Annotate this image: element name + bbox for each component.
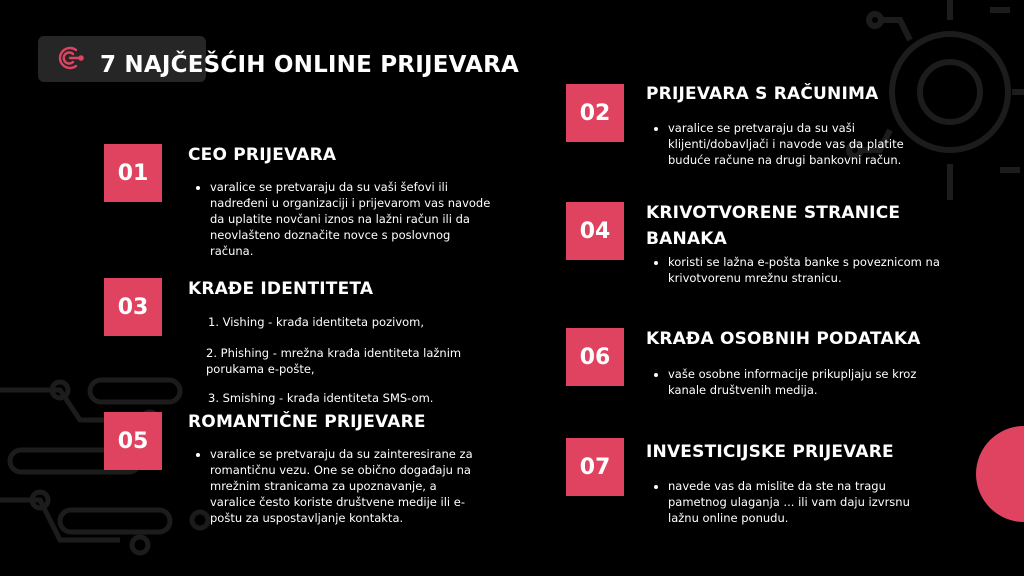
item-number-05: 05	[104, 412, 162, 470]
item-number-04: 04	[566, 202, 624, 260]
item-heading-03: KRAĐE IDENTITETA	[188, 279, 374, 299]
item-heading-06: KRAĐA OSOBNIH PODATAKA	[646, 329, 921, 349]
accent-circle-decoration	[976, 426, 1024, 522]
item-bullet: • vaše osobne informacije prikupljaju se kroz kanale društvenih medija.	[668, 366, 940, 398]
item-bullet: • varalice se pretvaraju da su vaši šefovi ili nadređeni u organizaciji i prijevarom vas navode da uplatite novčani iznos na lažni račun ili da neovlašteno doznačite novce s poslovnog računa.	[210, 179, 492, 259]
item-text-02	[650, 120, 920, 168]
page-title: 7 NAJČEŠĆIH ONLINE PRIJEVARA	[100, 52, 519, 78]
item-heading-02: PRIJEVARA S RAČUNIMA	[646, 84, 879, 104]
item-number-03: 03	[104, 278, 162, 336]
item-line-03-1: 1. Vishing - krađa identiteta pozivom,	[208, 315, 425, 329]
item-text-06	[650, 366, 940, 398]
item-line-03-2: 2. Phishing - mrežna krađa identiteta lažnim porukama e-pošte,	[206, 346, 462, 376]
item-bullet: • navede vas da mislite da ste na tragu pametnog ulaganja ... ili vam daju izvrsnu lažnu online ponudu.	[668, 478, 940, 526]
item-text-07	[650, 478, 940, 526]
item-heading-01: CEO PRIJEVARA	[188, 145, 337, 165]
item-bullet: • varalice se pretvaraju da su zainteresirane za romantičnu vezu. One se obično događaju na mrežnim stranicama za upoznavanje, a varalice često koriste društvene medije ili e-poštu za uspostavljanje kontakta.	[210, 446, 482, 526]
item-text-01	[192, 179, 492, 259]
item-line-03-3: 3. Smishing - krađa identiteta SMS-om.	[208, 391, 434, 405]
item-heading-04: KRIVOTVORENE STRANICE BANAKA	[646, 203, 901, 249]
item-number-02: 02	[566, 84, 624, 142]
item-bullet: • koristi se lažna e-pošta banke s poveznicom na krivotvorenu mrežnu stranicu.	[668, 254, 940, 286]
item-heading-07: INVESTICIJSKE PRIJEVARE	[646, 442, 894, 462]
circuit-c-logo-icon	[56, 44, 84, 72]
item-text-04	[650, 254, 940, 286]
item-number-06: 06	[566, 328, 624, 386]
item-number-07: 07	[566, 438, 624, 496]
item-number-01: 01	[104, 144, 162, 202]
item-bullet: • varalice se pretvaraju da su vaši klijenti/dobavljači i navode vas da platite buduće račune na drugi bankovni račun.	[668, 120, 920, 168]
item-text-05	[192, 446, 482, 526]
item-heading-05: ROMANTIČNE PRIJEVARE	[188, 412, 426, 432]
